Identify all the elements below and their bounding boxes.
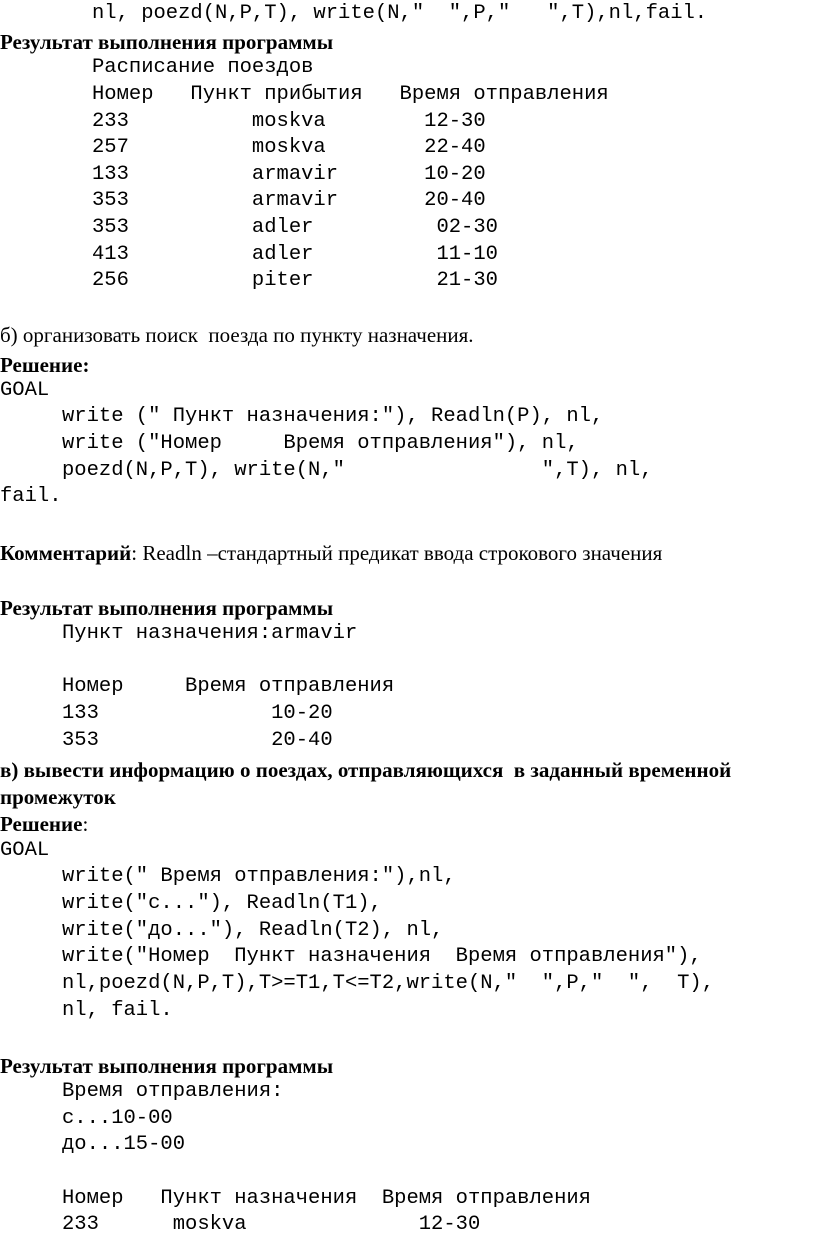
section-heading: Результат выполнения программы	[0, 1054, 334, 1078]
comment-text: Комментарий: Readln –стандартный предикат ввода строкового значения	[0, 541, 663, 565]
code-line: poezd(N,P,T), write(N," ",T), nl,	[62, 459, 653, 482]
output-line: 257 moskva 22-40	[92, 136, 486, 159]
output-line: 133 10-20	[62, 702, 333, 725]
code-line: write(" Время отправления:"),nl,	[62, 865, 456, 888]
code-line: nl,poezd(N,P,T),T>=T1,T<=T2,write(N," ",P," ", T),	[62, 972, 715, 995]
code-line: fail.	[0, 485, 62, 508]
output-line: 133 armavir 10-20	[92, 163, 486, 186]
section-heading: Результат выполнения программы	[0, 596, 334, 620]
code-line: GOAL	[0, 839, 50, 862]
section-heading: Решение:	[0, 812, 89, 836]
output-line: 353 adler 02-30	[92, 216, 498, 239]
section-heading: Решение:	[0, 353, 90, 377]
task-text: б) организовать поиск поезда по пункту назначения.	[0, 323, 474, 347]
output-line: 353 armavir 20-40	[92, 189, 486, 212]
code-line: write("Номер Пункт назначения Время отправления"),	[62, 945, 702, 968]
task-text: в) вывести информацию о поездах, отправляющихся в заданный временной	[0, 758, 732, 782]
output-line: Номер Время отправления	[62, 675, 395, 698]
code-line: write("до..."), Readln(T2), nl,	[62, 919, 444, 942]
output-line: 233 moskva 12-30	[92, 110, 486, 133]
output-line: Время отправления:	[62, 1080, 284, 1103]
output-line: 256 piter 21-30	[92, 269, 498, 292]
output-line: до...15-00	[62, 1133, 186, 1156]
output-line: 413 adler 11-10	[92, 243, 498, 266]
output-line: с...10-00	[62, 1107, 173, 1130]
output-line: 353 20-40	[62, 729, 333, 752]
code-line: write ("Номер Время отправления"), nl,	[62, 432, 579, 455]
code-line: GOAL	[0, 379, 50, 402]
output-line: 233 moskva 12-30	[62, 1213, 481, 1236]
code-line: nl, poezd(N,P,T), write(N," ",P," ",T),nl,fail.	[92, 2, 708, 25]
code-line: write("с..."), Readln(T1),	[62, 892, 382, 915]
output-line: Номер Пункт прибытия Время отправления	[92, 83, 609, 106]
code-line: write (" Пункт назначения:"), Readln(P), nl,	[62, 405, 604, 428]
section-heading: Результат выполнения программы	[0, 30, 334, 54]
task-text: промежуток	[0, 785, 116, 809]
output-line: Номер Пункт назначения Время отправления	[62, 1187, 591, 1210]
output-line: Пункт назначения:armavir	[62, 622, 358, 645]
code-line: nl, fail.	[62, 999, 173, 1022]
output-line: Расписание поездов	[92, 56, 314, 79]
